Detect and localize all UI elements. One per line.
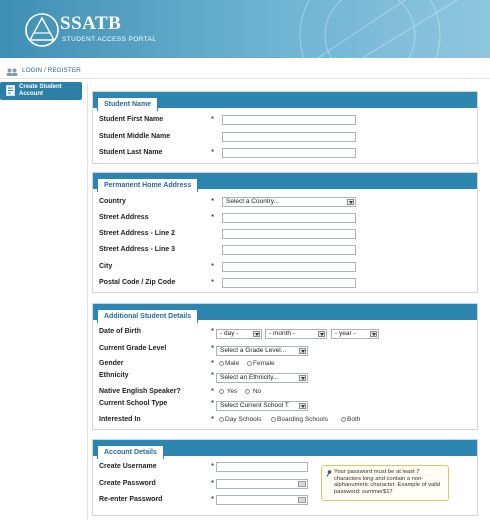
country-label: Country (99, 198, 126, 205)
day-schools-radio[interactable] (219, 416, 262, 423)
form-row (99, 359, 475, 371)
required-mark: * (211, 213, 215, 222)
required-mark: * (211, 278, 215, 287)
required-mark: * (211, 262, 215, 271)
form-row (99, 229, 475, 241)
required-mark: * (211, 371, 215, 380)
password-input[interactable] (216, 479, 308, 489)
form-row (99, 371, 475, 383)
username-input[interactable] (216, 462, 308, 472)
required-mark: * (211, 359, 215, 368)
login-register-link[interactable]: LOGIN / REGISTER (22, 67, 81, 74)
both-radio[interactable] (341, 416, 360, 423)
country-select[interactable] (222, 197, 356, 207)
postal-input[interactable] (222, 278, 356, 288)
panel-title: Additional Student Details (97, 309, 198, 323)
password-tip (321, 465, 449, 501)
required-mark: * (211, 197, 215, 206)
ethnicity-select[interactable] (216, 373, 308, 383)
reenter-password-input[interactable] (216, 495, 308, 505)
first-name-input[interactable] (222, 115, 356, 125)
last-name-input[interactable] (222, 148, 356, 158)
radio-icon (219, 389, 224, 394)
street-input[interactable] (222, 213, 356, 223)
chevron-down-icon (299, 348, 306, 354)
form-row (99, 213, 475, 225)
pin-icon (326, 470, 332, 477)
grade-label: Current Grade Level (99, 345, 167, 352)
panel-title: Student Name (97, 97, 158, 111)
form-row (99, 262, 475, 274)
required-mark: * (211, 399, 215, 408)
required-mark: * (211, 148, 215, 157)
ssatb-logo-icon (24, 12, 60, 48)
school-type-select-value: Select Current School T (220, 402, 289, 409)
radio-icon (219, 417, 224, 422)
chevron-down-icon (370, 331, 377, 337)
brand-name: SSATB (60, 13, 122, 34)
dob-month-value: - month - (269, 330, 296, 337)
divider (0, 78, 490, 79)
dob-month-select[interactable] (265, 329, 327, 339)
dob-year-value: - year - (335, 330, 356, 337)
dob-label: Date of Birth (99, 328, 141, 335)
postal-label: Postal Code / Zip Code (99, 279, 176, 286)
student-name-panel (92, 91, 478, 164)
interested-label: Interested In (99, 416, 141, 423)
reenter-password-label: Re-enter Password (99, 496, 163, 503)
required-mark: * (211, 415, 215, 424)
school-type-label: Current School Type (99, 400, 168, 407)
panel-title: Account Details (97, 445, 164, 459)
boarding-schools-label: Boarding Schools (277, 416, 328, 423)
both-label: Both (347, 416, 361, 423)
school-type-select[interactable] (216, 401, 308, 411)
required-mark: * (211, 327, 215, 336)
sidebar-item-create-account[interactable] (0, 82, 82, 100)
form-row (99, 245, 475, 257)
form-row (99, 387, 475, 399)
english-yes-label: Yes (226, 388, 238, 395)
radio-icon (341, 417, 346, 422)
site-header (0, 0, 490, 58)
grade-select-value: Select a Grade Level... (220, 347, 287, 354)
users-icon (6, 68, 18, 76)
radio-icon (247, 361, 252, 366)
first-name-label: Student First Name (99, 116, 164, 123)
gender-female-radio[interactable] (247, 360, 275, 367)
dob-year-select[interactable] (331, 329, 379, 339)
brand-subtitle: STUDENT ACCESS PORTAL (62, 36, 157, 43)
radio-icon (245, 389, 250, 394)
gender-female-label: Female (253, 360, 275, 367)
last-name-label: Student Last Name (99, 149, 163, 156)
dob-day-select[interactable] (216, 329, 262, 339)
required-mark: * (211, 462, 215, 471)
additional-details-panel (92, 303, 478, 430)
keyboard-icon (298, 497, 306, 503)
required-mark: * (211, 115, 215, 124)
city-input[interactable] (222, 262, 356, 272)
chevron-down-icon (253, 331, 260, 337)
city-label: City (99, 263, 113, 270)
panel-title: Permanent Home Address (97, 178, 198, 192)
chevron-down-icon (347, 199, 354, 205)
required-mark: * (211, 344, 215, 353)
english-no-radio[interactable] (245, 388, 261, 395)
street-label: Street Address (99, 214, 149, 221)
boarding-schools-radio[interactable] (271, 416, 328, 423)
chevron-down-icon (318, 331, 325, 337)
street-line3-label: Street Address - Line 3 (99, 246, 175, 253)
form-row (99, 148, 475, 160)
ethnicity-select-value: Select an Ethnicity... (220, 374, 279, 381)
street-line2-label: Street Address - Line 2 (99, 230, 175, 237)
ethnicity-label: Ethnicity (99, 372, 129, 379)
keyboard-icon (298, 481, 306, 487)
gender-label: Gender (99, 360, 124, 367)
day-schools-label: Day Schools (225, 416, 262, 423)
middle-name-input[interactable] (222, 132, 356, 142)
chevron-down-icon (299, 403, 306, 409)
header-decoration (250, 0, 490, 58)
form-row (99, 115, 475, 127)
chevron-down-icon (299, 375, 306, 381)
english-yes-radio[interactable] (219, 388, 237, 395)
home-address-panel (92, 172, 478, 293)
middle-name-label: Student Middle Name (99, 133, 171, 140)
required-mark: * (211, 479, 215, 488)
dob-day-value: - day - (220, 330, 239, 337)
sidebar-item-label: Create Student Account (19, 84, 62, 97)
radio-icon (271, 417, 276, 422)
english-label: Native English Speaker? (99, 388, 181, 395)
login-bar (0, 66, 490, 78)
password-label: Create Password (99, 480, 156, 487)
street-line3-input[interactable] (222, 245, 356, 255)
form-row (99, 399, 475, 411)
country-select-value: Select a Country... (226, 198, 279, 205)
form-row (99, 415, 475, 427)
edit-document-icon (6, 85, 15, 96)
gender-male-radio[interactable] (219, 360, 239, 367)
gender-male-label: Male (225, 360, 240, 367)
form-row (99, 278, 475, 290)
form-row (99, 132, 475, 144)
username-label: Create Username (99, 463, 157, 470)
password-tip-text: Your password must be at least 7 characters long and contain a non-alphanumeric character. Example of valid password: summer$17 (334, 469, 441, 495)
required-mark: * (211, 387, 215, 396)
street-line2-input[interactable] (222, 229, 356, 239)
required-mark: * (211, 495, 215, 504)
english-no-label: No (252, 388, 262, 395)
radio-icon (219, 361, 224, 366)
form-row (99, 197, 475, 209)
form-row (99, 344, 475, 356)
grade-select[interactable] (216, 346, 308, 356)
